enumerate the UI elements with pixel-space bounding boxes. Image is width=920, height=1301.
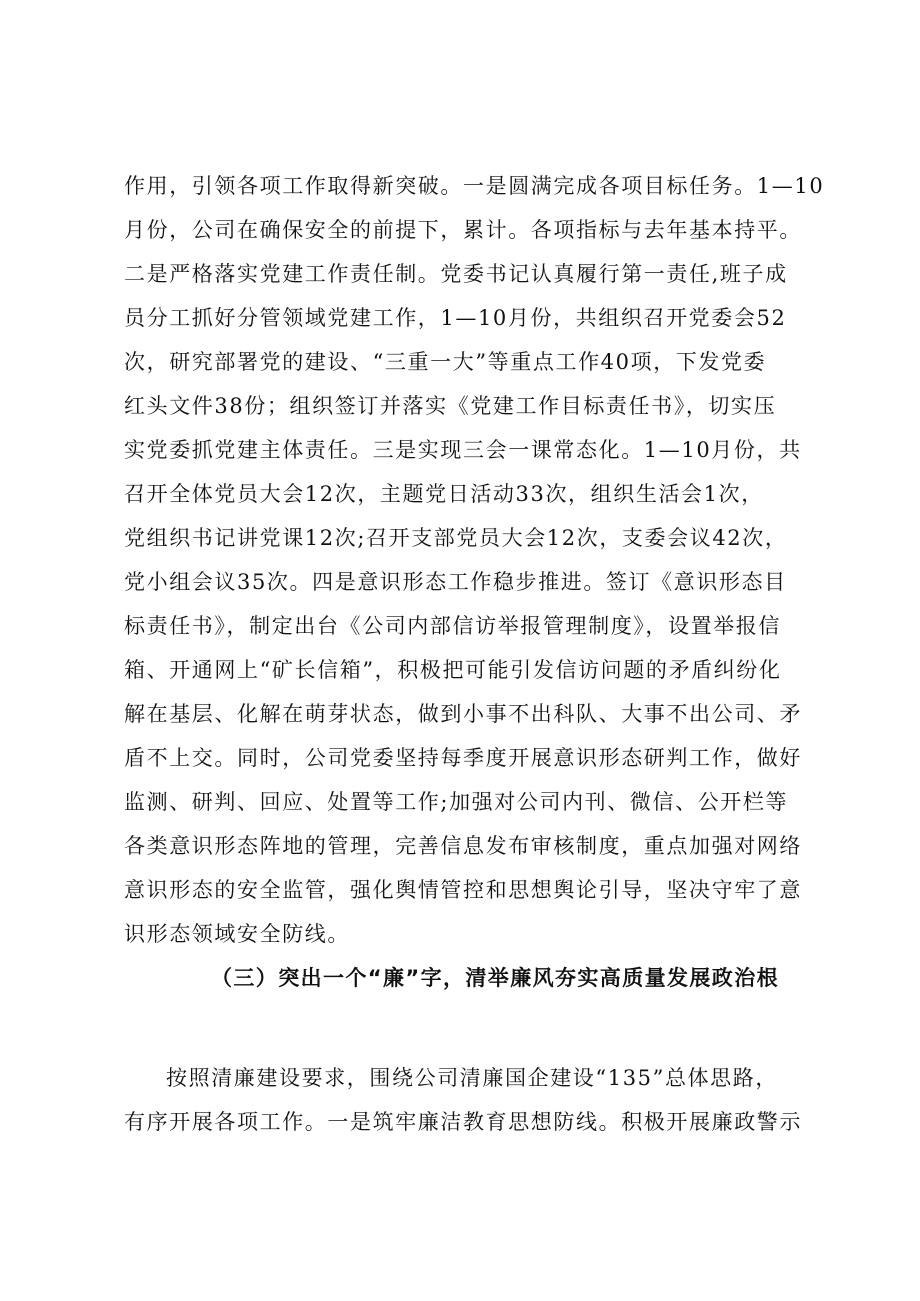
paragraph-line: 意识形态的安全监管，强化舆情管控和思想舆论引导，坚决守牢了意 [124, 878, 802, 902]
paragraph-line: 党组织书记讲党课12次;召开支部党员大会12次，支委会议42次， [124, 526, 788, 550]
paragraph-line: 红头文件38份；组织签订并落实《党建工作目标责任书》，切实压 [124, 394, 777, 418]
paragraph-line: 各类意识形态阵地的管理，完善信息发布审核制度，重点加强对网络 [124, 834, 802, 858]
paragraph-line: 监测、研判、回应、处置等工作;加强对公司内刊、微信、公开栏等 [124, 790, 789, 814]
paragraph-line: 箱、开通网上“矿长信箱”，积极把可能引发信访问题的矛盾纠纷化 [124, 658, 782, 682]
section-heading: （三）突出一个“廉”字，清举廉风夯实高质量发展政治根 [211, 966, 780, 990]
paragraph-line: 员分工抓好分管领域党建工作，1—10月份，共组织召开党委会52 [124, 306, 787, 330]
paragraph-line: 解在基层、化解在萌芽状态，做到小事不出科队、大事不出公司、矛 [124, 702, 802, 726]
paragraph-line: 实党委抓党建主体责任。三是实现三会一课常态化。1—10月份，共 [124, 438, 802, 462]
paragraph-line: 按照清廉建设要求，围绕公司清廉国企建设“135”总体思路， [166, 1066, 778, 1090]
paragraph-line: 月份，公司在确保安全的前提下，累计。各项指标与去年基本持平。 [124, 218, 802, 242]
paragraph-line: 党小组会议35次。四是意识形态工作稳步推进。签订《意识形态目 [124, 570, 787, 594]
paragraph-line: 盾不上交。同时，公司党委坚持每季度开展意识形态研判工作，做好 [124, 746, 802, 770]
paragraph-line: 二是严格落实党建工作责任制。党委书记认真履行第一责任,班子成 [124, 262, 788, 286]
paragraph-line: 次，研究部署党的建设、“三重一大”等重点工作40项，下发党委 [124, 350, 767, 374]
paragraph-line: 识形态领域安全防线。 [124, 922, 350, 946]
paragraph-line: 作用，引领各项工作取得新突破。一是圆满完成各项目标任务。1—10 [124, 174, 825, 198]
paragraph-line: 有序开展各项工作。一是筑牢廉洁教育思想防线。积极开展廉政警示 [124, 1110, 802, 1134]
paragraph-line: 标责任书》，制定出台《公司内部信访举报管理制度》，设置举报信 [124, 614, 781, 638]
paragraph-line: 召开全体党员大会12次，主题党日活动33次，组织生活会1次， [124, 482, 764, 506]
